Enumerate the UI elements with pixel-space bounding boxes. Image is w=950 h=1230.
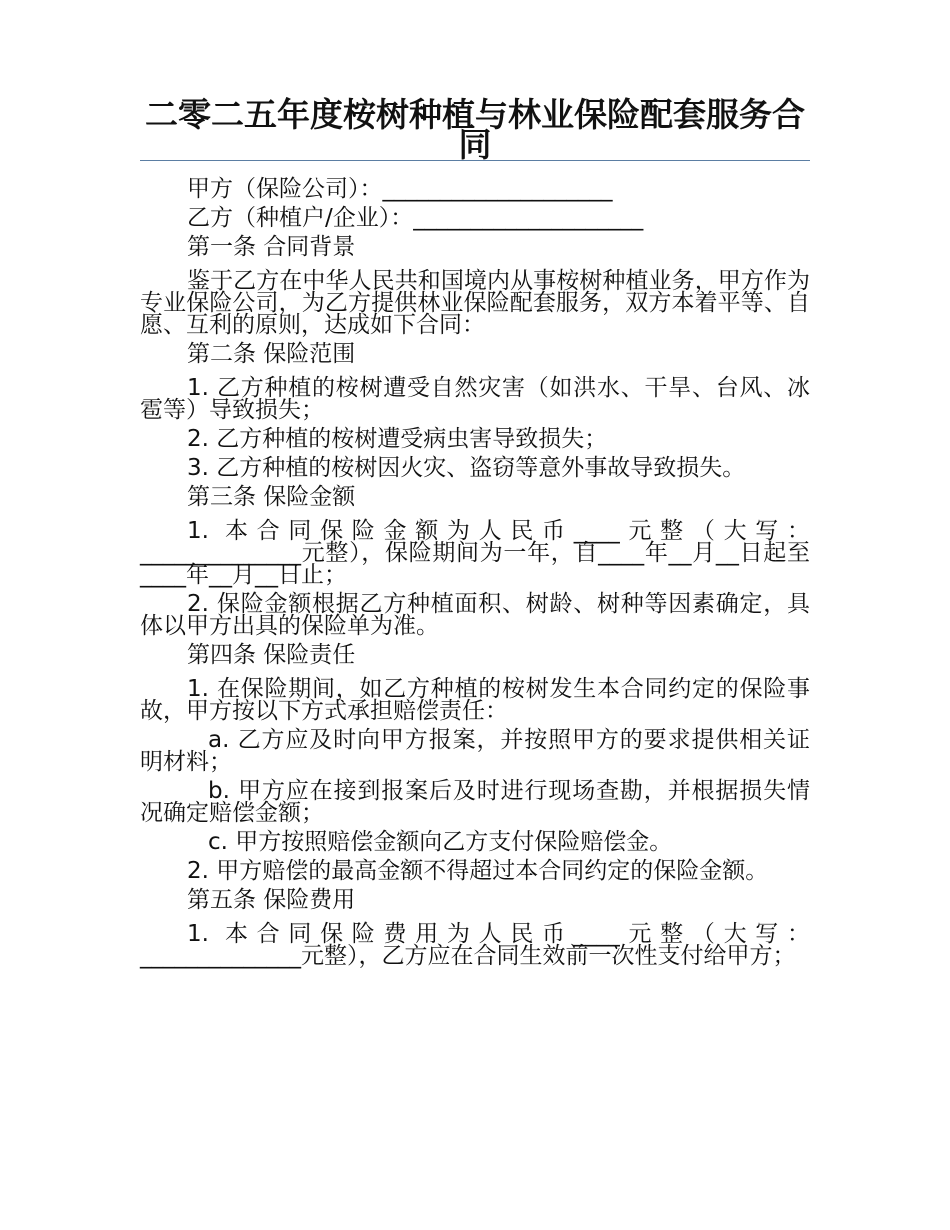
section-2-paragraph-2: 2. 乙方种植的桉树遭受病虫害导致损失； (187, 426, 608, 452)
section-heading-4: 第四条 保险责任 (187, 642, 356, 668)
section-heading-1: 第一条 合同背景 (187, 234, 356, 260)
section-heading-3: 第三条 保险金额 (187, 484, 356, 510)
section-4-sub-item-c: c. 甲方按照赔偿金额向乙方支付保险赔偿金。 (208, 829, 673, 855)
section-2-paragraph-3: 3. 乙方种植的桉树因火灾、盗窃等意外事故导致损失。 (187, 455, 746, 481)
section-4-sub-item-a: a. 乙方应及时向甲方报案，并按照甲方的要求提供相关证明材料； (140, 727, 810, 775)
section-1-paragraph-1: 鉴于乙方在中华人民共和国境内从事桉树种植业务，甲方作为专业保险公司，为乙方提供林业保险配套服务，双方本着平等、自愿、互利的原则，达成如下合同： (140, 268, 810, 338)
section-4-sub-item-b: b. 甲方应在接到报案后及时进行现场查勘，并根据损失情况确定赔偿金额； (140, 778, 810, 826)
party-a-line: 甲方（保险公司）：____________________ (187, 176, 613, 202)
section-5-paragraph-1: 1. 本合同保险费用为人民币____元整（大写：______________元整），乙方应在合同生效前一次性支付给甲方； (140, 921, 810, 969)
section-3-paragraph-1: 1. 本合同保险金额为人民币____元整（大写：______________元整），保险期间为一年，自____年__月__日起至____年__月__日止； (140, 518, 810, 588)
section-2-paragraph-1: 1. 乙方种植的桉树遭受自然灾害（如洪水、干旱、台风、冰雹等）导致损失； (140, 375, 810, 423)
party-b-line: 乙方（种植户/企业）：____________________ (187, 205, 644, 231)
section-heading-5: 第五条 保险费用 (187, 887, 356, 913)
document-body (140, 178, 810, 974)
section-3-paragraph-2: 2. 保险金额根据乙方种植面积、树龄、树种等因素确定，具体以甲方出具的保险单为准。 (140, 591, 810, 639)
title-underline (140, 160, 810, 161)
document-title: 二零二五年度桉树种植与林业保险配套服务合同 (145, 95, 805, 164)
section-heading-2: 第二条 保险范围 (187, 341, 356, 367)
section-4-paragraph-2: 2. 甲方赔偿的最高金额不得超过本合同约定的保险金额。 (187, 858, 769, 884)
section-4-paragraph-1: 1. 在保险期间，如乙方种植的桉树发生本合同约定的保险事故，甲方按以下方式承担赔偿责任： (140, 676, 810, 724)
